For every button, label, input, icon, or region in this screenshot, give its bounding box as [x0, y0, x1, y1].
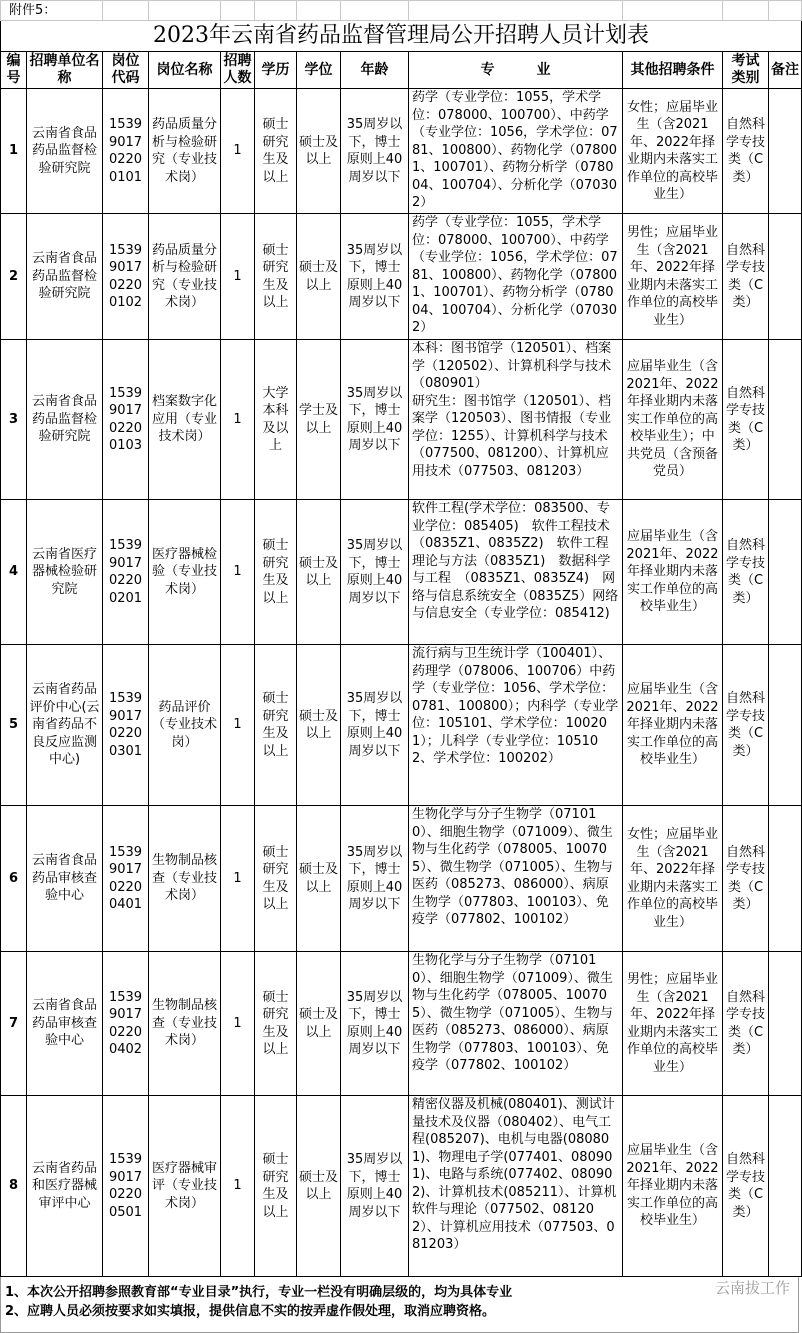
- other-conditions: 应届毕业生（含2021年、2022年择业期内未落实工作单位的高校毕业生）: [623, 500, 723, 645]
- headcount: 1: [221, 645, 255, 806]
- age-limit: 35周岁以下，博士原则上40周岁以下: [341, 952, 409, 1096]
- degree: 硕士及以上: [297, 1096, 341, 1277]
- post-name: 药品质量分析与检验研究（专业技术岗）: [149, 89, 221, 214]
- notes: [0, 1277, 799, 1333]
- exam-category: 自然科学专技类（C类）: [723, 1096, 769, 1277]
- other-conditions: 男性；应届毕业生（含2021年、2022年择业期内未落实工作单位的高校毕业生）: [623, 952, 723, 1096]
- major: 流行病与卫生统计学（100401）、药理学（078006、100706）中药学（专业学位：1056、学术学位：0781、100800）；内科学（专业学位：105101、学术学位：100201）；儿科学（专业学位：105102、学术学位：100202）: [409, 645, 623, 806]
- other-conditions: 女性；应届毕业生（含2021年、2022年择业期内未落实工作单位的高校毕业生）: [623, 806, 723, 952]
- column-header: 招聘单位名称: [27, 52, 103, 89]
- age-limit: 35周岁以下，博士原则上40周岁以下: [341, 500, 409, 645]
- post-code: 1539901702200101: [103, 89, 149, 214]
- exam-category: 自然科学专技类（C类）: [723, 500, 769, 645]
- exam-category: 自然科学专技类（C类）: [723, 214, 769, 340]
- exam-category: 自然科学专技类（C类）: [723, 340, 769, 500]
- major: 生物化学与分子生物学（071010）、细胞生物学（071009）、微生物与生化药学（078005、100705）、微生物学（071005）、生物与医药（085273、086000）、病原生物学（077803、100103）、免疫学（077802、100102）: [409, 952, 623, 1096]
- table-row: [1, 500, 802, 645]
- row-number: 8: [1, 1096, 27, 1277]
- unit-name: 云南省食品药品监督检验研究院: [27, 89, 103, 214]
- note-2: 2、应聘人员必须按要求如实填报，提供信息不实的按弄虚作假处理，取消应聘资格。: [5, 1304, 496, 1319]
- unit-name: 云南省食品药品监督检验研究院: [27, 340, 103, 500]
- column-header: 招聘人数: [221, 52, 255, 89]
- degree: 硕士及以上: [297, 214, 341, 340]
- row-number: 7: [1, 952, 27, 1096]
- education: 硕士研究生及以上: [255, 214, 297, 340]
- major: 精密仪器及机械(080401)、测试计量技术及仪器（080402）、电气工程(085207)、电机与电器(080801)、物理电子学(077401、080901)、电路与系统(077402、080902)、计算机技术(085211）、计算机软件与理论（077502、081202）、计算机应用技术（077503、081203）: [409, 1096, 623, 1277]
- column-header: 年龄: [341, 52, 409, 89]
- age-limit: 35周岁以下，博士原则上40周岁以下: [341, 806, 409, 952]
- column-header: 学位: [297, 52, 341, 89]
- row-number: 1: [1, 89, 27, 214]
- headcount: 1: [221, 89, 255, 214]
- education: 硕士研究生及以上: [255, 89, 297, 214]
- post-name: 档案数字化应用（专业技术岗）: [149, 340, 221, 500]
- other-conditions: 应届毕业生（含2021年、2022年择业期内未落实工作单位的高校毕业生）；中共党员（含预备党员）: [623, 340, 723, 500]
- attachment-label: 附件5：: [1, 1, 103, 21]
- post-code: 1539901702200102: [103, 214, 149, 340]
- table-row: [1, 806, 802, 952]
- table-title: 2023年云南省药品监督管理局公开招聘人员计划表: [1, 21, 802, 52]
- age-limit: 35周岁以下，博士原则上40周岁以下: [341, 214, 409, 340]
- column-header: 岗位名称: [149, 52, 221, 89]
- other-conditions: 应届毕业生（含2021年、2022年择业期内未落实工作单位的高校毕业生）: [623, 1096, 723, 1277]
- exam-category: 自然科学专技类（C类）: [723, 952, 769, 1096]
- remark: [769, 89, 802, 214]
- post-name: 药品评价（专业技术岗）: [149, 645, 221, 806]
- education: 硕士研究生及以上: [255, 952, 297, 1096]
- unit-name: 云南省食品药品审核查验中心: [27, 806, 103, 952]
- major: 药学（专业学位：1055，学术学位：078000、100700）、中药学（专业学位：1056，学术学位：0781、100800）、药物化学（078001、100701）、药物分析学（078004、100704）、分析化学（070302）: [409, 89, 623, 214]
- table-row: [1, 214, 802, 340]
- column-header: 岗位代码: [103, 52, 149, 89]
- remark: [769, 214, 802, 340]
- post-code: 1539901702200402: [103, 952, 149, 1096]
- column-header: 其他招聘条件: [623, 52, 723, 89]
- headcount: 1: [221, 806, 255, 952]
- major: 生物化学与分子生物学（071010）、细胞生物学（071009）、微生物与生化药学（078005、100705）、微生物学（071005）、生物与医药（085273、086000）、病原生物学（077803、100103）、免疫学（077802、100102）: [409, 806, 623, 952]
- degree: 硕士及以上: [297, 645, 341, 806]
- headcount: 1: [221, 500, 255, 645]
- remark: [769, 952, 802, 1096]
- row-number: 4: [1, 500, 27, 645]
- watermark: 云南拔工作: [714, 1279, 790, 1297]
- post-code: 1539901702200301: [103, 645, 149, 806]
- education: 硕士研究生及以上: [255, 1096, 297, 1277]
- table-row: [1, 340, 802, 500]
- row-number: 3: [1, 340, 27, 500]
- degree: 学士及以上: [297, 340, 341, 500]
- table-row: [1, 1096, 802, 1277]
- major: 本科：图书馆学（120501）、档案学（120502）、计算机科学与技术（080901） 研究生：图书馆学（120501）、档案学（120503）、图书情报（专业学位：1255）、计算机科学与技术（077500、081200）、计算机应用技术（077503、081203）: [409, 340, 623, 500]
- unit-name: 云南省药品和医疗器械审评中心: [27, 1096, 103, 1277]
- attachment-row: [1, 1, 802, 21]
- major: 药学（专业学位：1055，学术学位：078000、100700）、中药学（专业学位：1056，学术学位：0781、100800）、药物化学（078001、100701）、药物分析学（078004、100704）、分析化学（070302）: [409, 214, 623, 340]
- education: 硕士研究生及以上: [255, 645, 297, 806]
- row-number: 2: [1, 214, 27, 340]
- degree: 硕士及以上: [297, 500, 341, 645]
- row-number: 5: [1, 645, 27, 806]
- unit-name: 云南省医疗器械检验研究院: [27, 500, 103, 645]
- post-code: 1539901702200103: [103, 340, 149, 500]
- exam-category: 自然科学专技类（C类）: [723, 89, 769, 214]
- table-row: [1, 89, 802, 214]
- post-code: 1539901702200501: [103, 1096, 149, 1277]
- post-name: 生物制品核查（专业技术岗）: [149, 952, 221, 1096]
- header-row: [1, 52, 802, 89]
- table-row: [1, 952, 802, 1096]
- remark: [769, 340, 802, 500]
- remark: [769, 645, 802, 806]
- column-header: 学历: [255, 52, 297, 89]
- other-conditions: 男性；应届毕业生（含2021年、2022年择业期内未落实工作单位的高校毕业生）: [623, 214, 723, 340]
- unit-name: 云南省食品药品审核查验中心: [27, 952, 103, 1096]
- degree: 硕士及以上: [297, 952, 341, 1096]
- note-1: 1、本次公开招聘参照教育部“专业目录”执行，专业一栏没有明确层级的，均为具体专业: [5, 1285, 513, 1300]
- post-name: 药品质量分析与检验研究（专业技术岗）: [149, 214, 221, 340]
- age-limit: 35周岁以下，博士原则上40周岁以下: [341, 1096, 409, 1277]
- column-header: 考试类别: [723, 52, 769, 89]
- headcount: 1: [221, 1096, 255, 1277]
- education: 硕士研究生及以上: [255, 806, 297, 952]
- other-conditions: 应届毕业生（含2021年、2022年择业期内未落实工作单位的高校毕业生）: [623, 645, 723, 806]
- post-name: 生物制品核查（专业技术岗）: [149, 806, 221, 952]
- headcount: 1: [221, 340, 255, 500]
- column-header: 专 业: [409, 52, 623, 89]
- column-header: 编号: [1, 52, 27, 89]
- remark: [769, 806, 802, 952]
- headcount: 1: [221, 952, 255, 1096]
- age-limit: 35周岁以下，博士原则上40周岁以下: [341, 89, 409, 214]
- degree: 硕士及以上: [297, 89, 341, 214]
- exam-category: 自然科学专技类（C类）: [723, 806, 769, 952]
- row-number: 6: [1, 806, 27, 952]
- major: 软件工程(学术学位：083500、专业学位：085405) 软件工程技术（0835Z1、0835Z2) 软件工程理论与方法（0835Z1) 数据科学与工程 （0835Z1、0835Z4) 网络与信息系统安全（0835Z5）网络与信息安全（专业学位：085412): [409, 500, 623, 645]
- remark: [769, 500, 802, 645]
- post-name: 医疗器械检验（专业技术岗）: [149, 500, 221, 645]
- table-row: [1, 645, 802, 806]
- education: 大学本科及以上: [255, 340, 297, 500]
- other-conditions: 女性；应届毕业生（含2021年、2022年择业期内未落实工作单位的高校毕业生）: [623, 89, 723, 214]
- headcount: 1: [221, 214, 255, 340]
- post-code: 1539901702200201: [103, 500, 149, 645]
- education: 硕士研究生及以上: [255, 500, 297, 645]
- remark: [769, 1096, 802, 1277]
- age-limit: 35周岁以下，博士原则上40周岁以下: [341, 645, 409, 806]
- unit-name: 云南省食品药品监督检验研究院: [27, 214, 103, 340]
- exam-category: 自然科学专技类（C类）: [723, 645, 769, 806]
- column-header: 备注: [769, 52, 802, 89]
- unit-name: 云南省药品评价中心(云南省药品不良反应监测中心): [27, 645, 103, 806]
- degree: 硕士及以上: [297, 806, 341, 952]
- age-limit: 35周岁以下，博士原则上40周岁以下: [341, 340, 409, 500]
- post-name: 医疗器械审评（专业技术岗）: [149, 1096, 221, 1277]
- post-code: 1539901702200401: [103, 806, 149, 952]
